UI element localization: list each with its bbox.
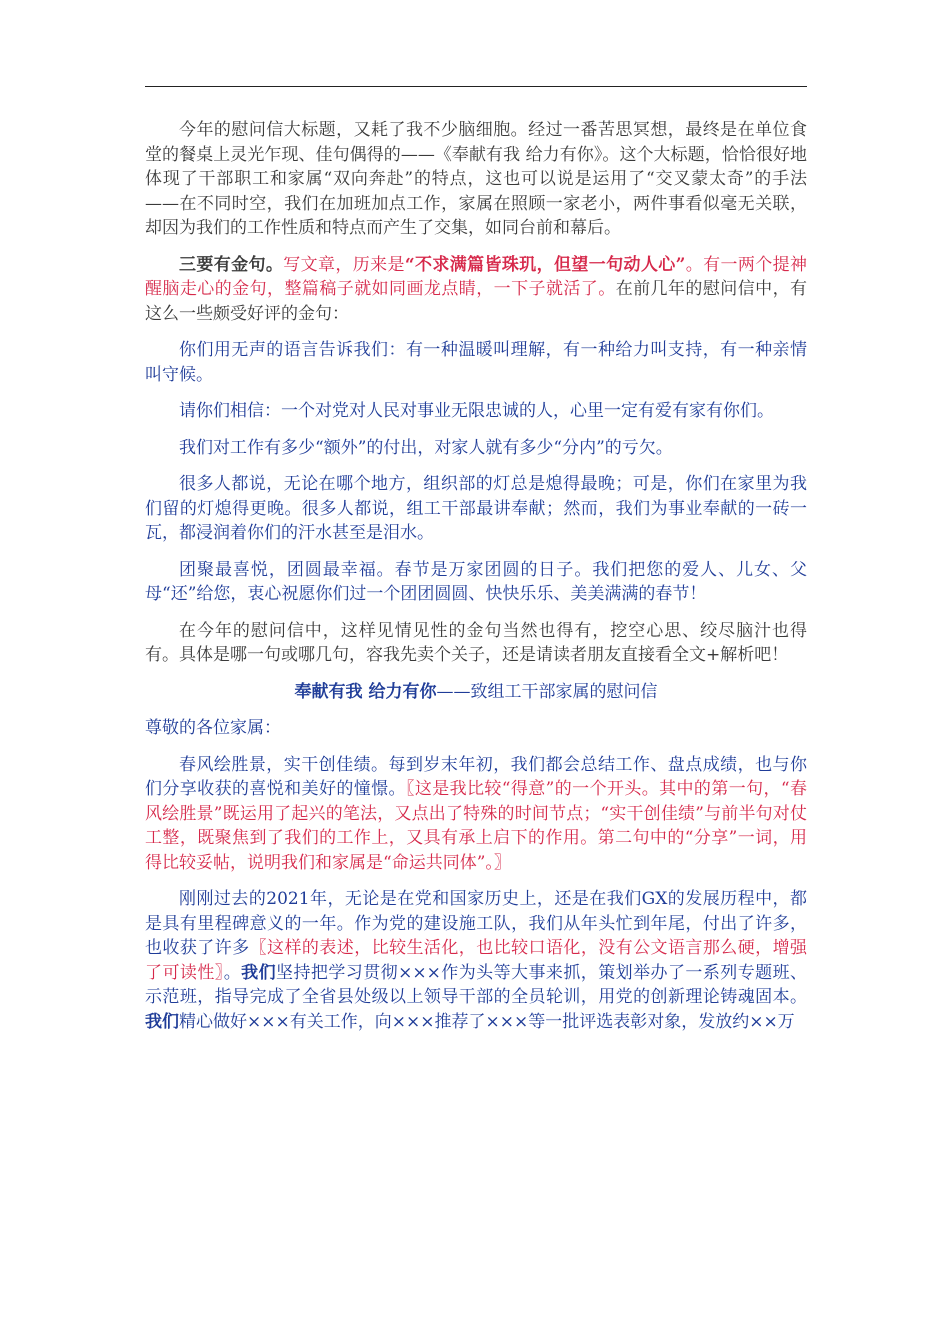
paragraph-title-intro: 今年的慰问信大标题，又耗了我不少脑细胞。经过一番苦思冥想，最终是在单位食堂的餐桌上灵光乍现、佳句偶得的——《奉献有我 给力有你》。这个大标题，恰恰很好地体现了干部职工和家属“双向奔赴”的特点，这也可以说是运用了“交叉蒙太奇”的手法——在不同时空，我们在加班加点工作，家属在照顾一家老小，两件事看似毫无关联，却因为我们的工作性质和特点而产生了交集，如同台前和幕后。 xyxy=(145,120,807,238)
letter-p2-body-2: 。 xyxy=(223,962,242,983)
paragraph-golden-sentence xyxy=(145,253,807,327)
letter-p1-annotation: 〖这是我比较“得意”的一个开头。其中的第一句，“春风绘胜景”既运用了起兴的笔法，又点出了特殊的时间节点；“实干创佳绩”与前半句对仗工整，既聚焦到了我们的工作上，又具有承上启下的作用。第二句中的“分享”一词，用得比较妥帖，说明我们和家属是“命运共同体”。〗 xyxy=(145,779,807,873)
letter-p2-annotation: 〖这样的表述，比较生活化，也比较口语化，没有公文语言那么硬，增强了可读性〗 xyxy=(145,938,808,983)
salutation: 尊敬的各位家属： xyxy=(145,718,281,738)
letter-title-main: 奉献有我 给力有你 xyxy=(294,681,437,702)
letter-p2-emphasis-1: 我们 xyxy=(241,962,277,983)
highlight-quote: “不求满篇皆珠玑，但望一句动人心” xyxy=(404,254,686,275)
letter-p2-body-4: 精心做好×××有关工作，向×××推荐了×××等一批评选表彰对象，发放约××万 xyxy=(179,1011,795,1032)
quote-5: 团聚最喜悦，团圆最幸福。春节是万家团圆的日子。我们把您的爱人、儿女、父母“还”给您，衷心祝愿你们过一个团团圆圆、快快乐乐、美美满满的春节！ xyxy=(145,559,807,604)
gray-tail: 在前几年的慰问信中，有这么一些颇受好评的金句： xyxy=(145,279,808,324)
red-lead: 写文章，历来是 xyxy=(283,254,405,275)
letter-p2-body-3: 坚持把学习贯彻×××作为头等大事来抓，策划举办了一系列专题班、示范班，指导完成了全省县处级以上领导干部的全员轮训，用党的创新理论铸魂固本。 xyxy=(145,962,808,1007)
letter-p2-emphasis-2: 我们 xyxy=(145,1011,179,1032)
letter-title xyxy=(145,680,807,705)
letter-paragraph-1 xyxy=(145,753,807,876)
letter-paragraph-2 xyxy=(145,887,807,1034)
section-heading: 三要有金句。 xyxy=(179,254,284,275)
header-rule xyxy=(145,86,807,87)
red-rest: 。有一两个提神醒脑走心的金句，整篇稿子就如同画龙点睛，一下子就活了。 xyxy=(145,254,808,299)
quote-3: 我们对工作有多少“额外”的付出，对家人就有多少“分内”的亏欠。 xyxy=(179,437,673,458)
letter-title-sub: ——致组工干部家属的慰问信 xyxy=(436,681,658,702)
document-body xyxy=(145,118,807,1046)
quote-2: 请你们相信：一个对党对人民对事业无限忠诚的人，心里一定有爱有家有你们。 xyxy=(179,401,774,421)
paragraph-teaser: 在今年的慰问信中，这样见情见性的金句当然也得有，挖空心思、绞尽脑汁也得有。具体是哪一句或哪几句，容我先卖个关子，还是请读者朋友直接看全文+解析吧！ xyxy=(145,620,807,665)
quote-4: 很多人都说，无论在哪个地方，组织部的灯总是熄得最晚；可是，你们在家里为我们留的灯熄得更晚。很多人都说，组工干部最讲奉献；然而，我们为事业奉献的一砖一瓦，都浸润着你们的汗水甚至是泪水。 xyxy=(145,474,807,543)
letter-p1-body: 春风绘胜景，实干创佳绩。每到岁末年初，我们都会总结工作、盘点成绩，也与你们分享收获的喜悦和美好的憧憬。 xyxy=(145,754,807,799)
quote-1: 你们用无声的语言告诉我们：有一种温暖叫理解，有一种给力叫支持，有一种亲情叫守候。 xyxy=(145,340,807,385)
letter-p2-body-1: 刚刚过去的2021年，无论是在党和国家历史上，还是在我们GX的发展历程中，都是具有里程碑意义的一年。作为党的建设施工队，我们从年头忙到年尾，付出了许多，也收获了许多 xyxy=(145,889,807,958)
